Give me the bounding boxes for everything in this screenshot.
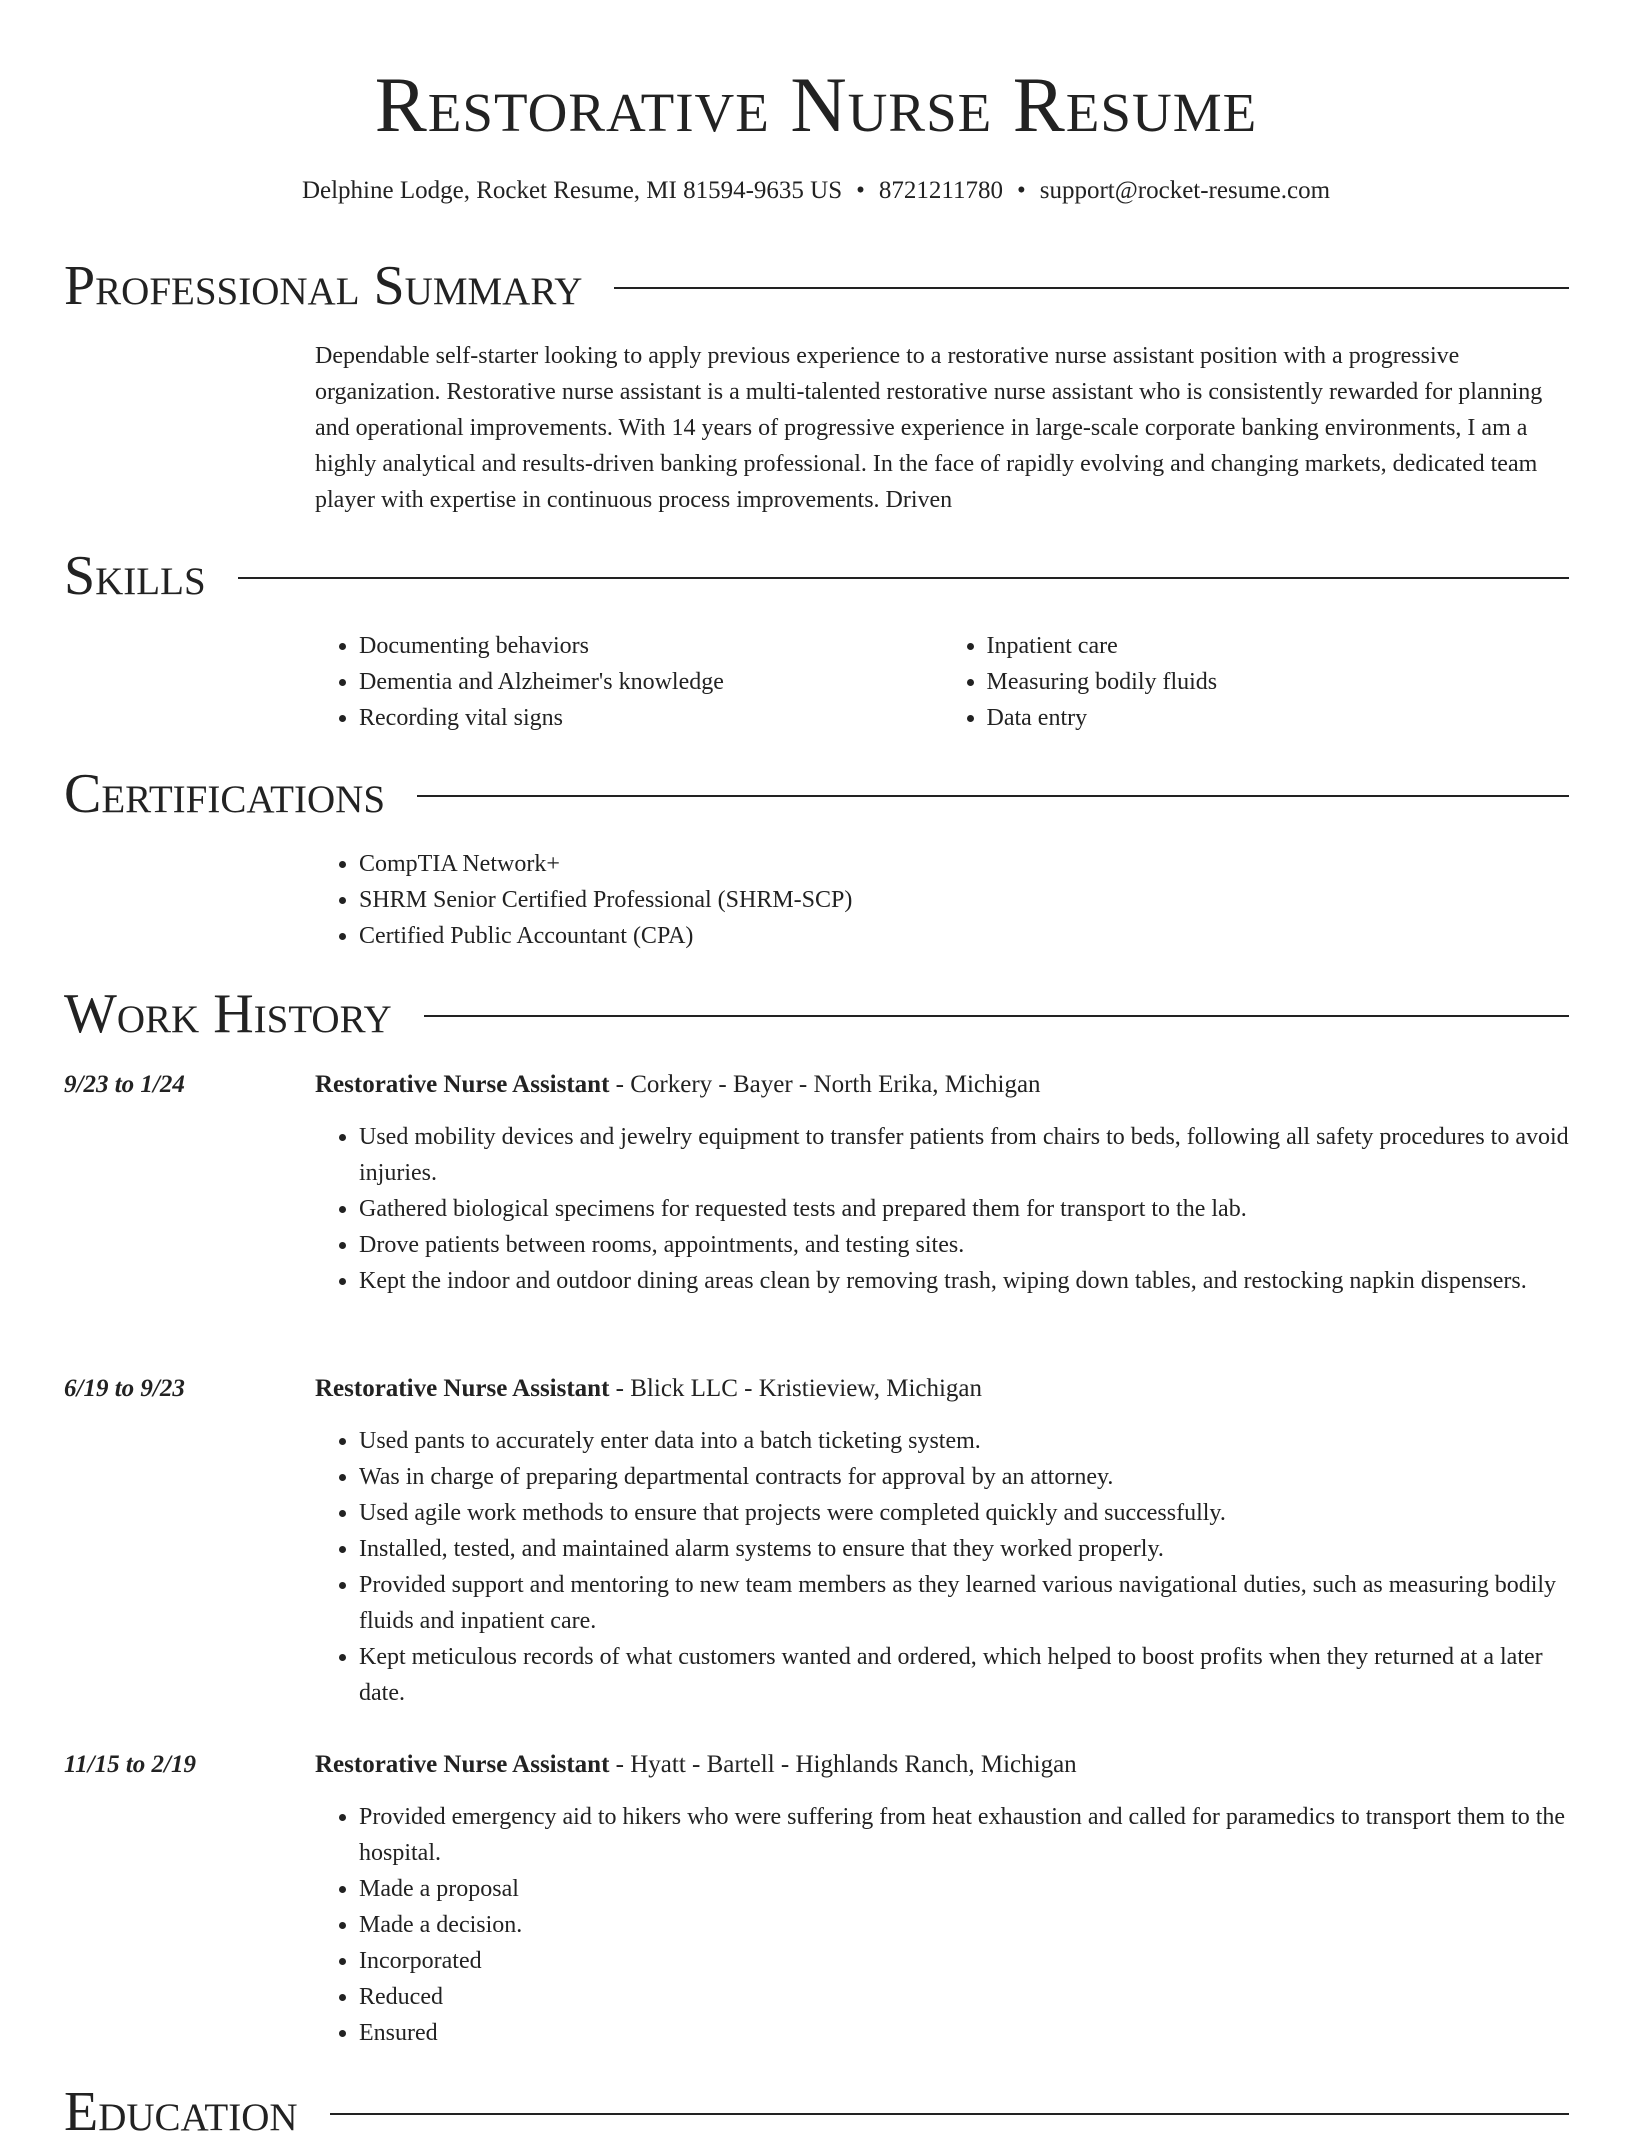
summary-text: Dependable self-starter looking to apply previous experience to a restorative nurse assistant position with a progressive organization. Restorative nurse assistant is a multi-talented restorative nurse assistant who is consistently rewarded for planning and operational improvements. With 14 years of progressive experience in large-scale corporate banking environments, I am a highly analytical and results-driven banking professional. In the face of rapidly evolving and changing markets, dedicated team player with expertise in continuous process improvements. Driven bbox=[315, 343, 1543, 513]
contact-phone: 8721211780 bbox=[878, 177, 1003, 204]
job-entry bbox=[315, 1067, 1570, 1299]
skills-body bbox=[315, 628, 1570, 736]
resume-title: Restorative Nurse Resume bbox=[374, 61, 1258, 148]
section-divider bbox=[330, 2113, 1569, 2115]
job-bullet: • Used agile work methods to ensure that projects were completed quickly and successfully. bbox=[359, 1495, 1570, 1531]
certifications-list bbox=[315, 846, 1570, 954]
job-bullets bbox=[315, 1423, 1570, 1711]
job-bullets bbox=[315, 1799, 1570, 2051]
summary-section-header bbox=[64, 254, 1569, 318]
job-bullet: • Was in charge of preparing departmental contracts for approval by an attorney. bbox=[359, 1459, 1570, 1495]
job-bullet: • Drove patients between rooms, appointments, and testing sites. bbox=[359, 1227, 1570, 1263]
education-section-header bbox=[64, 2080, 1569, 2144]
section-divider bbox=[424, 1015, 1569, 1017]
summary-body bbox=[315, 338, 1570, 518]
contact-separator: • bbox=[1016, 177, 1026, 204]
skill-item: • Recording vital signs bbox=[359, 700, 943, 736]
section-divider bbox=[614, 287, 1569, 289]
job-bullets bbox=[315, 1119, 1570, 1299]
contact-address: Delphine Lodge, Rocket Resume, MI 81594-9635 US bbox=[301, 177, 843, 204]
section-heading-education: Education bbox=[64, 2081, 298, 2143]
certification-item: • Certified Public Accountant (CPA) bbox=[359, 918, 1570, 954]
section-heading-summary: Professional Summary bbox=[64, 255, 583, 317]
section-divider bbox=[238, 577, 1569, 579]
job-bullet: • Gathered biological specimens for requested tests and prepared them for transport to the lab. bbox=[359, 1191, 1570, 1227]
job-heading bbox=[315, 1747, 1570, 1783]
section-heading-skills: Skills bbox=[64, 545, 206, 607]
job-role: Restorative Nurse Assistant bbox=[315, 1071, 610, 1098]
job-bullet: • Kept the indoor and outdoor dining areas clean by removing trash, wiping down tables, and restocking napkin dispensers. bbox=[359, 1263, 1570, 1299]
job-bullet: • Incorporated bbox=[359, 1943, 1570, 1979]
skills-section-header bbox=[64, 544, 1569, 608]
certifications-body bbox=[315, 846, 1570, 954]
certification-item: • SHRM Senior Certified Professional (SHRM-SCP) bbox=[359, 882, 1570, 918]
job-role: Restorative Nurse Assistant bbox=[315, 1375, 610, 1402]
job-bullet: • Made a decision. bbox=[359, 1907, 1570, 1943]
job-bullet: • Kept meticulous records of what customers wanted and ordered, which helped to boost profits when they returned at a later date. bbox=[359, 1639, 1570, 1711]
section-divider bbox=[417, 795, 1569, 797]
job-employer: - Corkery - Bayer - North Erika, Michigan bbox=[609, 1071, 1041, 1098]
job-bullet: • Used mobility devices and jewelry equipment to transfer patients from chairs to beds, following all safety procedures to avoid injuries. bbox=[359, 1119, 1570, 1191]
job-dates: 9/23 to 1/24 bbox=[64, 1071, 185, 1098]
skills-list-left bbox=[315, 628, 943, 736]
section-heading-work-history: Work History bbox=[64, 983, 392, 1045]
job-heading bbox=[315, 1371, 1570, 1407]
job-bullet: • Reduced bbox=[359, 1979, 1570, 2015]
contact-email: support@rocket-resume.com bbox=[1039, 177, 1331, 204]
job-entry bbox=[315, 1371, 1570, 1711]
skill-item: • Data entry bbox=[987, 700, 1571, 736]
job-bullet: • Provided emergency aid to hikers who were suffering from heat exhaustion and called for paramedics to transport them to the hospital. bbox=[359, 1799, 1570, 1871]
certifications-section-header bbox=[64, 762, 1569, 826]
job-bullet: • Made a proposal bbox=[359, 1871, 1570, 1907]
job-bullet: • Provided support and mentoring to new team members as they learned various navigational duties, such as measuring bodily fluids and inpatient care. bbox=[359, 1567, 1570, 1639]
job-dates: 11/15 to 2/19 bbox=[64, 1751, 196, 1778]
job-bullet: • Ensured bbox=[359, 2015, 1570, 2051]
skills-list-right bbox=[943, 628, 1571, 736]
skills-grid bbox=[315, 628, 1570, 736]
work-history-section-header bbox=[64, 982, 1569, 1046]
contact-line bbox=[0, 174, 1632, 208]
job-entry bbox=[315, 1747, 1570, 2051]
certification-item: • CompTIA Network+ bbox=[359, 846, 1570, 882]
skill-item: • Inpatient care bbox=[987, 628, 1571, 664]
job-dates: 6/19 to 9/23 bbox=[64, 1375, 185, 1402]
contact-separator: • bbox=[856, 177, 865, 204]
job-bullet: • Used pants to accurately enter data into a batch ticketing system. bbox=[359, 1423, 1570, 1459]
skill-item: • Documenting behaviors bbox=[359, 628, 943, 664]
skill-item: • Measuring bodily fluids bbox=[987, 664, 1571, 700]
section-heading-certifications: Certifications bbox=[64, 763, 386, 825]
job-employer: - Blick LLC - Kristieview, Michigan bbox=[609, 1375, 983, 1402]
job-bullet: • Installed, tested, and maintained alarm systems to ensure that they worked properly. bbox=[359, 1531, 1570, 1567]
job-role: Restorative Nurse Assistant bbox=[315, 1751, 610, 1778]
skill-item: • Dementia and Alzheimer's knowledge bbox=[359, 664, 943, 700]
job-heading bbox=[315, 1067, 1570, 1103]
job-employer: - Hyatt - Bartell - Highlands Ranch, Michigan bbox=[609, 1751, 1077, 1778]
